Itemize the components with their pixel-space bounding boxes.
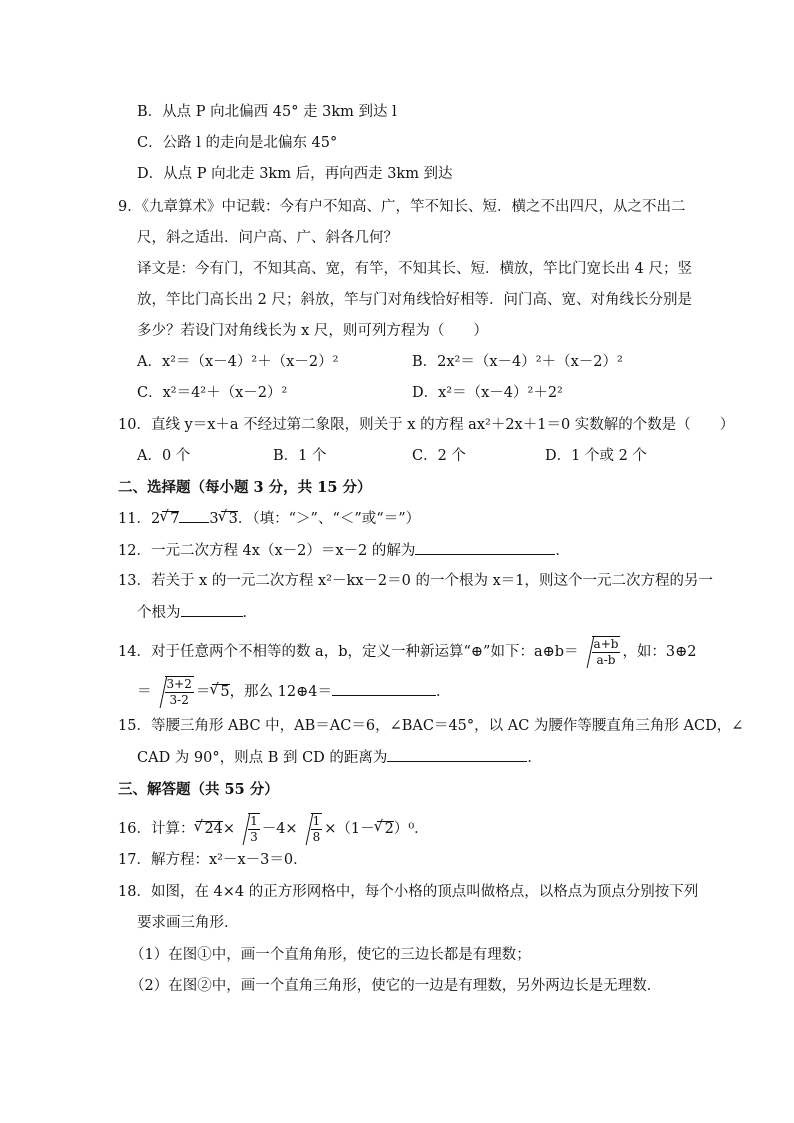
q10-option-a: A．0 个 xyxy=(137,448,191,464)
q16-sqrt-24: √ 24 xyxy=(196,821,222,837)
q9-translation-line2: 放，竿比门高长出 2 尺；斜放，竿与门对角线恰好相等．问门高、宽、对角线长分别是 xyxy=(137,292,692,308)
q12-answer-blank[interactable] xyxy=(415,540,555,555)
q14-definition-fraction: $\frac{a+b}{a-b}$ xyxy=(581,636,623,668)
q13-stem-line2: 个根为 ． xyxy=(137,602,257,623)
q13-answer-blank[interactable] xyxy=(181,602,243,617)
q9-stem-line2: 尺，斜之适出．问户高、广、斜各几何？ xyxy=(137,230,398,246)
q15-stem-line1: 15．等腰三角形 ABC 中，AB＝AC＝6，∠BAC＝45°，以 AC 为腰作等腰直角三角形 ACD，∠ xyxy=(118,718,744,734)
q18-part-1: （1）在图①中，画一个直角角形，使它的三边长都是有理数； xyxy=(130,947,531,963)
q18-stem-line1: 18．如图，在 4×4 的正方形网格中，每个小格的顶点叫做格点，以格点为顶点分别按下列 xyxy=(118,884,699,900)
q15-stem-line2: CAD 为 90°，则点 B 到 CD 的距离为 ． xyxy=(137,747,542,768)
q12: 12．一元二次方程 4x（x－2）＝x－2 的解为 ． xyxy=(118,540,570,561)
q18-part-2: （2）在图②中，画一个直角三角形，使它的一边是有理数，另外两边长是无理数． xyxy=(130,978,662,994)
q11-sqrt-3: √ 3 xyxy=(221,511,238,527)
q17: 17．解方程：x²－x－3＝0． xyxy=(118,852,308,868)
q8-option-d: D．从点 P 向北走 3km 后，再向西走 3km 到达 xyxy=(137,166,453,182)
q11-answer-blank[interactable] xyxy=(179,508,209,523)
q10-option-d: D．1 个或 2 个 xyxy=(545,448,647,464)
q11 xyxy=(118,508,420,529)
q9-option-d: D．x²＝（x－4）²＋2² xyxy=(412,385,563,401)
q11-number: 11． xyxy=(118,511,151,527)
q9-translation-line1: 译文是：今有门，不知其高、宽，有竿，不知其长、短．横放，竿比门宽长出 4 尺；竖 xyxy=(137,261,692,277)
q16: 16．计算：√ 24× $\frac{1}{3}$ －4× $\frac{1}{8}$ ×（1－√ 2）⁰． xyxy=(118,813,429,845)
q18-stem-line2: 要求画三角形． xyxy=(137,915,239,931)
q11-sqrt-7: √ 7 xyxy=(162,511,179,527)
q14-line1: 14．对于任意两个不相等的数 a，b，定义一种新运算“⊕”如下：a⊕b＝ $\frac{a+b}{a-b}$ ，如：3⊕2 xyxy=(118,637,697,667)
q16-sqrt-2: √ 2 xyxy=(377,821,394,837)
section-3-heading: 三、解答题（共 55 分） xyxy=(118,781,279,798)
q13-stem-line1: 13．若关于 x 的一元二次方程 x²－kx－2＝0 的一个根为 x＝1，则这个一元二次方程的另一 xyxy=(118,573,713,589)
q10-option-b: B．1 个 xyxy=(273,448,327,464)
q9-option-b: B．2x²＝（x－4）²＋（x－2）² xyxy=(412,354,623,370)
q9-stem-line1: 9．《九章算术》中记载：今有户不知高、广，竿不知长、短．横之不出四尺，从之不出二 xyxy=(118,199,686,215)
q16-sqrt-one-third: $\frac{1}{3}$ xyxy=(237,813,262,845)
section-2-heading: 二、选择题（每小题 3 分，共 15 分） xyxy=(118,479,372,496)
q10-option-c: C．2 个 xyxy=(412,448,466,464)
q15-answer-blank[interactable] xyxy=(387,747,527,762)
q9-option-c: C．x²＝4²＋（x－2）² xyxy=(137,385,288,401)
q16-sqrt-one-eighth: $\frac{1}{8}$ xyxy=(300,813,325,845)
q10-stem: 10．直线 y＝x＋a 不经过第二象限，则关于 x 的方程 ax²＋2x＋1＝0 实数解的个数是（ ） xyxy=(118,417,735,433)
q14-line2: ＝ $\frac{3+2}{3-2}$ ＝√ 5，那么 12⊕4＝ ． xyxy=(137,676,451,708)
q12-stem: 12．一元二次方程 4x（x－2）＝x－2 的解为 xyxy=(118,543,416,559)
q8-option-c: C．公路 l 的走向是北偏东 45° xyxy=(137,135,338,151)
q11-coef-b: 3 xyxy=(209,511,219,527)
q9-translation-line3: 多少？若设门对角线长为 x 尺，则可列方程为（ ） xyxy=(137,323,488,339)
q8-option-b: B．从点 P 向北偏西 45° 走 3km 到达 l xyxy=(137,104,397,120)
q9-option-a: A．x²＝（x－4）²＋（x－2）² xyxy=(137,354,339,370)
q11-instructions: ．（填：“＞”、“＜”或“＝”） xyxy=(237,511,421,527)
q14-answer-blank[interactable] xyxy=(332,681,436,696)
q11-coef-a: 2 xyxy=(150,511,161,527)
q14-sqrt-5: √ 5 xyxy=(212,684,229,700)
q14-example-fraction: $\frac{3+2}{3-2}$ xyxy=(154,676,196,708)
